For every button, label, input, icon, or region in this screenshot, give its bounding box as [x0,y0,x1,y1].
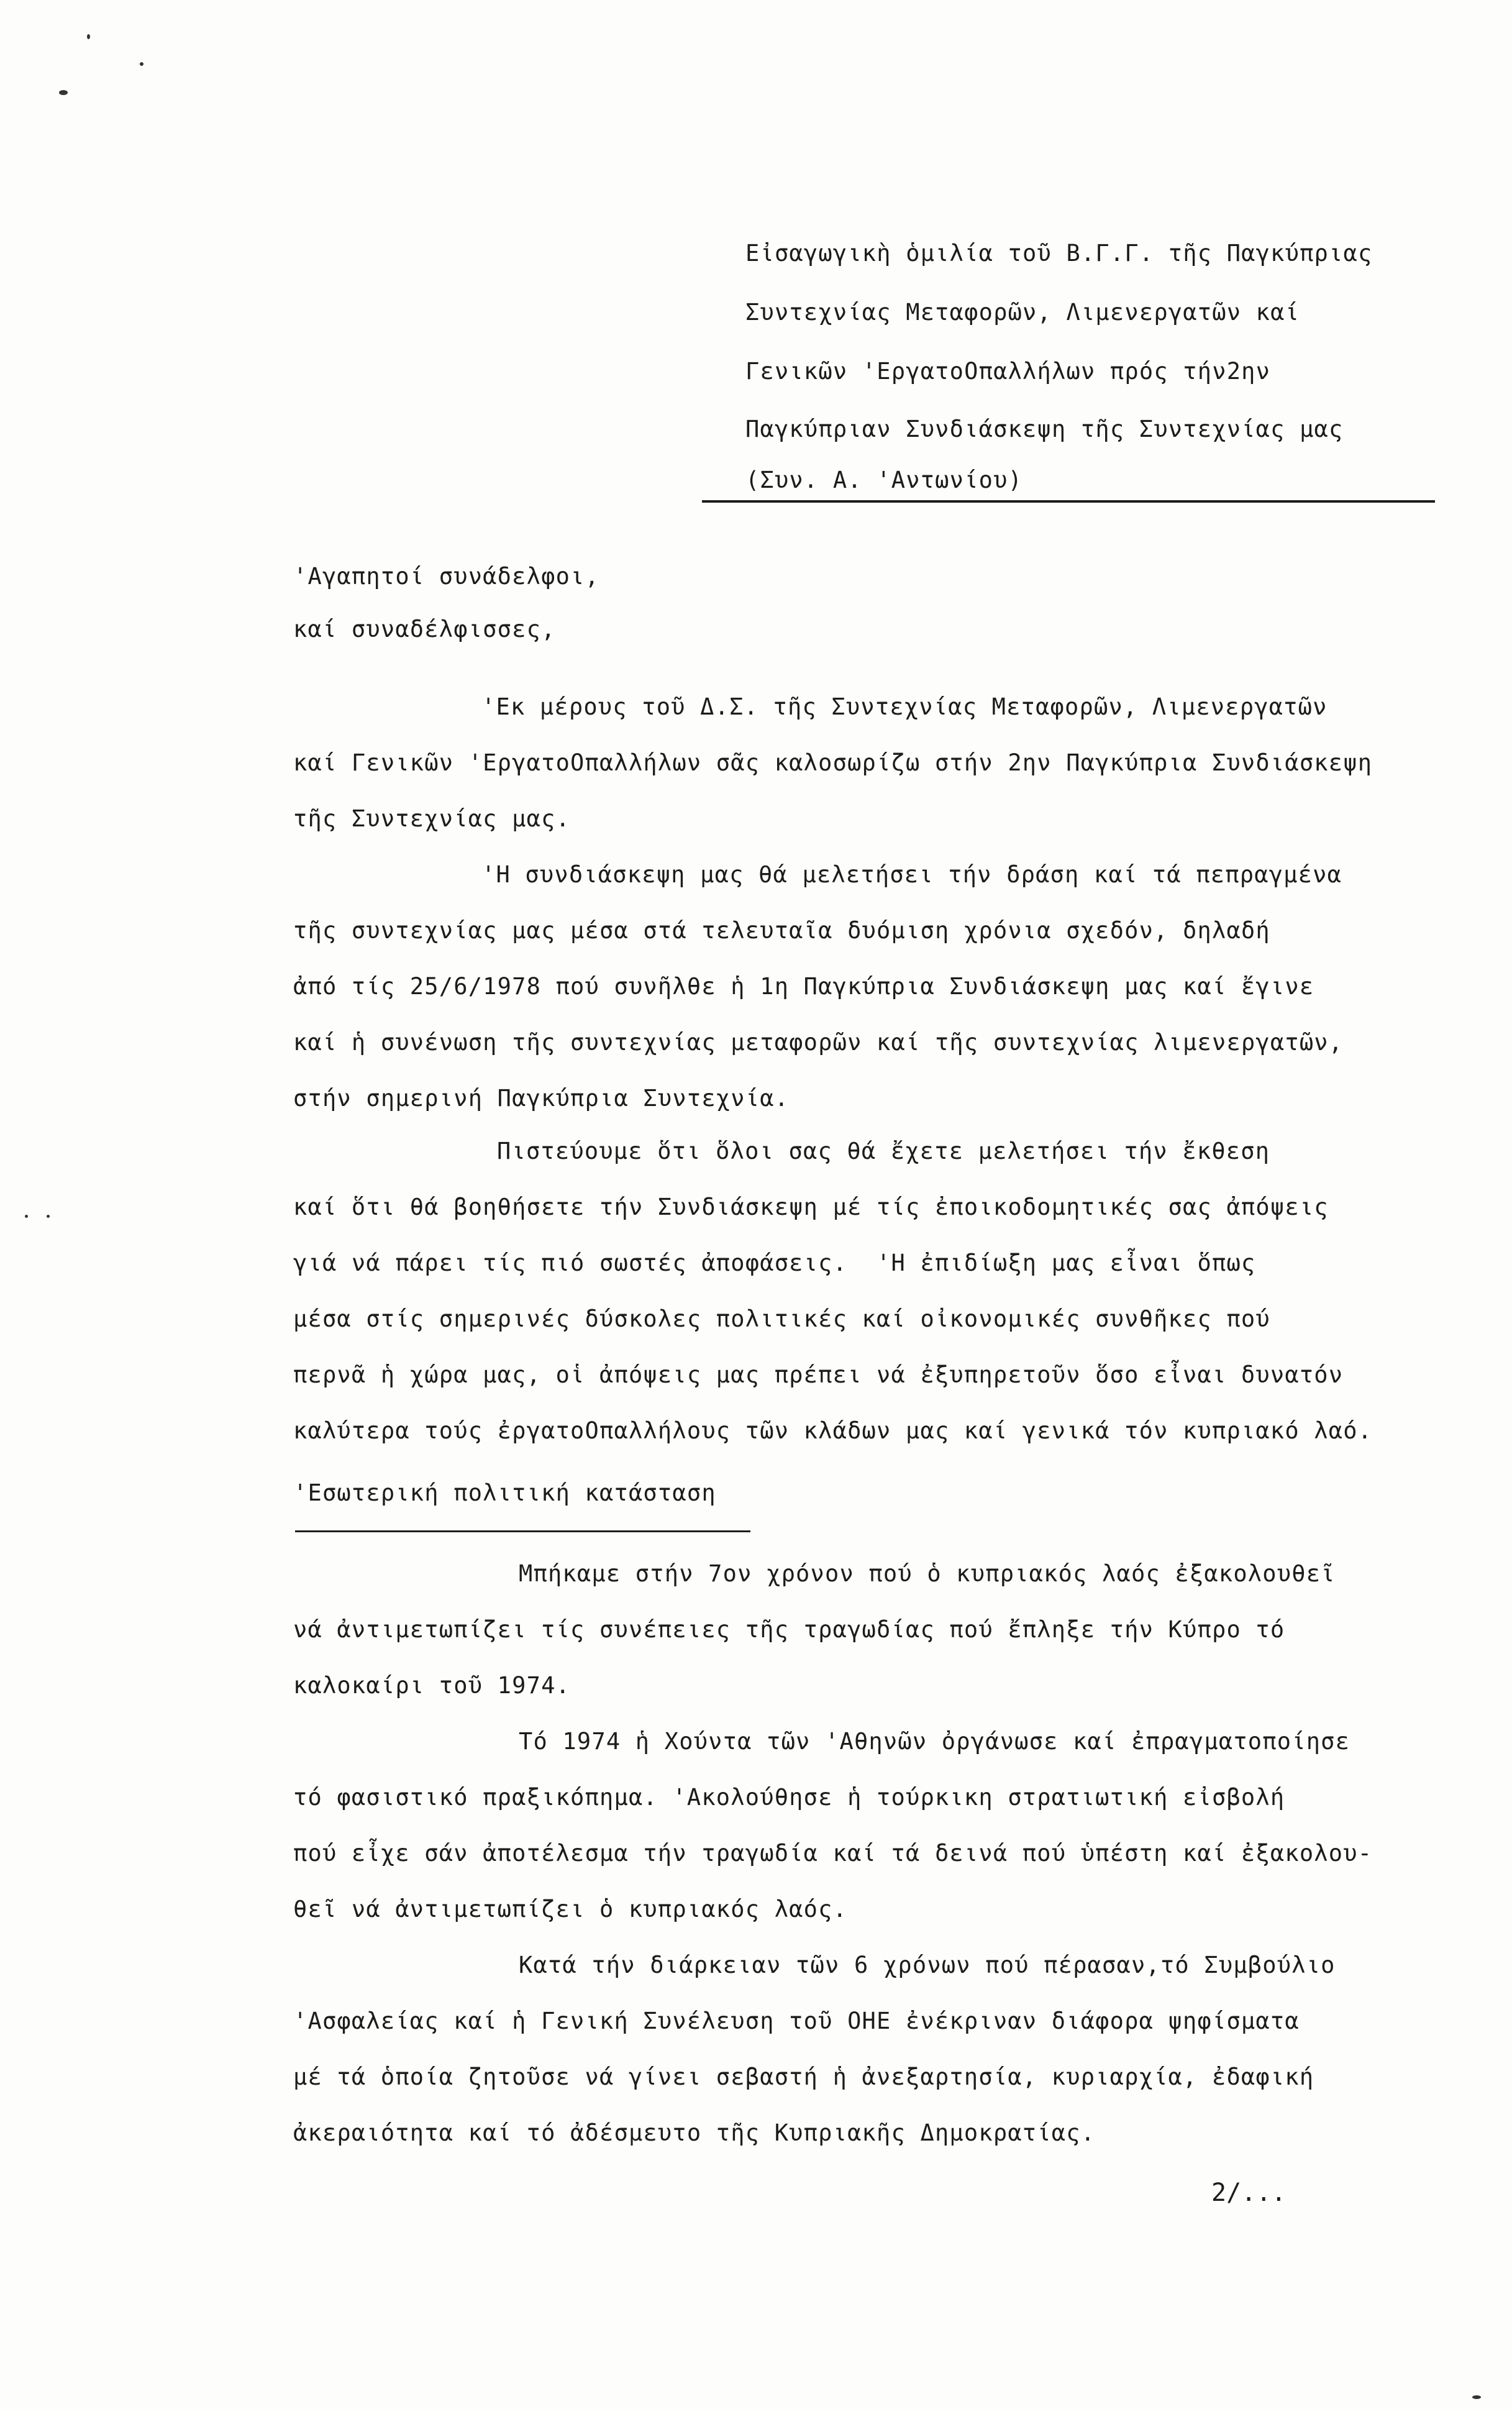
paragraph-3-line-3: γιά νά πάρει τίς πιό σωστές ἀποφάσεις. 'Η ἐπιδίωξη μας εἶναι ὅπως [293,1250,1256,1276]
scan-speck [47,1215,50,1218]
section-paragraph-3-line-1: Κατά τήν διάρκειαν τῶν 6 χρόνων πού πέρασαν,τό Συμβούλιο [519,1952,1336,1978]
section-paragraph-1-line-1: Μπήκαμε στήν 7ον χρόνον πού ὁ κυπριακός λαός ἐξακολουθεῖ [519,1560,1336,1587]
section-heading-underline [295,1530,750,1532]
title-line-4: Παγκύπριαν Συνδιάσκεψη τῆς Συντεχνίας μας [745,416,1344,442]
paragraph-2-line-4: καί ἡ συνένωση τῆς συντεχνίας μεταφορῶν καί τῆς συντεχνίας λιμενεργατῶν, [293,1029,1344,1056]
paragraph-1-line-2: καί Γενικῶν 'ΕργατοΟπαλλήλων σᾶς καλοσωρίζω στήν 2ην Παγκύπρια Συνδιάσκεψη [293,749,1373,776]
paragraph-3-line-2: καί ὅτι θά βοηθήσετε τήν Συνδιάσκεψη μέ τίς ἐποικοδομητικές σας ἀπόψεις [293,1194,1329,1220]
paragraph-1-line-3: τῆς Συντεχνίας μας. [293,805,571,832]
paragraph-3-line-6: καλύτερα τούς ἐργατοΟπαλλήλους τῶν κλάδων μας καί γενικά τόν κυπριακό λαό. [293,1417,1373,1444]
salutation-line-2: καί συναδέλφισσες, [293,616,556,642]
scan-speck [87,34,90,39]
paragraph-2-line-1: 'Η συνδιάσκεψη μας θά μελετήσει τήν δράση καί τά πεπραγμένα [481,861,1342,888]
section-paragraph-3-line-3: μέ τά ὁποία ζητοῦσε νά γίνει σεβαστή ἡ ἀνεξαρτησία, κυριαρχία, ἐδαφική [293,2064,1314,2090]
salutation-line-1: 'Αγαπητοί συνάδελφοι, [293,563,599,590]
paragraph-3-line-1: Πιστεύουμε ὅτι ὅλοι σας θά ἔχετε μελετήσει τήν ἔκθεση [497,1138,1270,1164]
page-continuation-marker: 2/... [1211,2178,1287,2207]
scan-speck [59,90,68,95]
section-paragraph-2-line-1: Τό 1974 ἡ Χούντα τῶν 'Αθηνῶν ὀργάνωσε καί ἐπραγματοποίησε [519,1728,1350,1755]
title-line-1: Εἰσαγωγικὴ ὁμιλία τοῦ Β.Γ.Γ. τῆς Παγκύπριας [745,240,1373,267]
section-heading: 'Εσωτερική πολιτική κατάσταση [293,1479,716,1506]
paragraph-3-line-5: περνᾶ ἡ χώρα μας, οἱ ἀπόψεις μας πρέπει νά ἐξυπηρετοῦν ὅσο εἶναι δυνατόν [293,1361,1344,1388]
section-paragraph-3-line-2: 'Ασφαλείας καί ἡ Γενική Συνέλευση τοῦ ΟΗΕ ἐνέκριναν διάφορα ψηφίσματα [293,2008,1300,2034]
section-paragraph-2-line-2: τό φασιστικό πραξικόπημα. 'Ακολούθησε ἡ τούρκικη στρατιωτική εἰσβολή [293,1784,1285,1811]
title-line-3: Γενικῶν 'ΕργατοΟπαλλήλων πρός τήν2ην [745,358,1271,385]
title-underline [702,500,1435,503]
scan-speck [1472,2395,1481,2399]
title-line-5: (Συν. Α. 'Αντωνίου) [745,467,1023,493]
paragraph-3-line-4: μέσα στίς σημερινές δύσκολες πολιτικές καί οἰκονομικές συνθῆκες πού [293,1305,1270,1332]
section-paragraph-3-line-4: ἀκεραιότητα καί τό ἀδέσμευτο τῆς Κυπριακῆς Δημοκρατίας. [293,2119,1096,2146]
section-paragraph-1-line-2: νά ἀντιμετωπίζει τίς συνέπειες τῆς τραγωδίας πού ἔπληξε τήν Κύπρο τό [293,1616,1285,1643]
section-paragraph-1-line-3: καλοκαίρι τοῦ 1974. [293,1672,571,1699]
paragraph-2-line-3: ἀπό τίς 25/6/1978 πού συνῆλθε ἡ 1η Παγκύπρια Συνδιάσκεψη μας καί ἔγινε [293,973,1314,1000]
section-paragraph-2-line-4: θεῖ νά ἀντιμετωπίζει ὁ κυπριακός λαός. [293,1896,848,1922]
paragraph-2-line-2: τῆς συντεχνίας μας μέσα στά τελευταῖα δυόμιση χρόνια σχεδόν, δηλαδή [293,917,1270,944]
scan-speck [140,62,143,66]
paragraph-2-line-5: στήν σημερινή Παγκύπρια Συντεχνία. [293,1085,790,1112]
paragraph-1-line-1: 'Εκ μέρους τοῦ Δ.Σ. τῆς Συντεχνίας Μεταφορῶν, Λιμενεργατῶν [481,693,1328,720]
section-paragraph-2-line-3: πού εἶχε σάν ἀποτέλεσμα τήν τραγωδία καί τά δεινά πού ὑπέστη καί ἐξακολου- [293,1840,1373,1867]
scan-speck [25,1215,28,1218]
title-line-2: Συντεχνίας Μεταφορῶν, Λιμενεργατῶν καί [745,299,1300,326]
